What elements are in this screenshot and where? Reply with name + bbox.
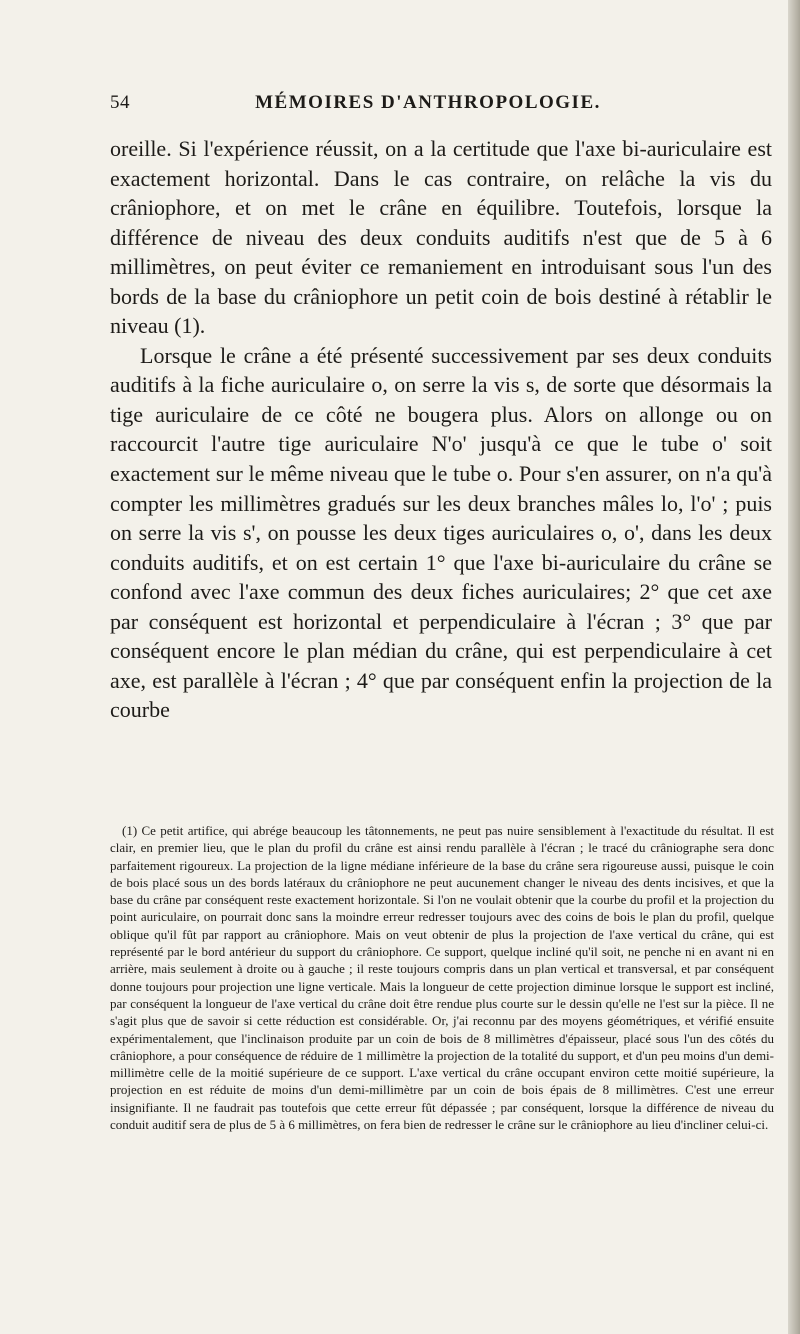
page-header	[110, 92, 760, 116]
body-paragraph-1: oreille. Si l'expérience réussit, on a la certitude que l'axe bi-auriculaire est exactement horizontal. Dans le cas contraire, on relâche la vis du crâniophore, et on met le crâne en équilibre. Toutefois, lorsque la différence de niveau des deux conduits auditifs n'est que de 5 à 6 millimètres, on peut éviter ce remaniement en introduisant sous l'un des bords de la base du crâniophore un petit coin de bois destiné à rétablir le niveau (1).	[110, 136, 772, 339]
footnote-text: (1) Ce petit artifice, qui abrége beaucoup les tâtonnements, ne peut pas nuire sensiblement à l'exactitude du résultat. Il est clair, en premier lieu, que le plan du profil du crâne est ainsi rendu parallèle à l'écran ; le tracé du crâniographe sera donc parfaitement rigoureux. La projection de la ligne médiane inférieure de la base du crâne sera rigoureuse aussi, puisque le coin de bois placé sous un des bords latéraux du crâniophore ne peut aucunement changer le niveau des dents incisives, et que la base du crâne par conséquent reste exactement horizontale. Si l'on ne voulait obtenir que la courbe du profil et la projection du point auriculaire, on pourrait donc sans la moindre erreur redresser toujours avec des coins de bois le plan du profil, quelque oblique qu'il fût par rapport au crâniophore. Mais on veut obtenir de plus la projection de l'axe vertical du crâne, qui est représenté par le bord antérieur du support du crâniophore. Ce support, quelque incliné qu'il soit, ne penche ni en avant ni en arrière, mais seulement à droite ou à gauche ; il reste toujours compris dans un plan vertical et transversal, et par conséquent donne toujours pour projection une ligne verticale. Mais la longueur de cette projection diminue lorsque le support est incliné, par conséquent la longueur de l'axe vertical du crâne doit être rendue plus courte sur le dessin qu'elle ne l'est sur la pièce. Il ne s'agit plus que de savoir si cette réduction est considérable. Or, j'ai reconnu par des moyens géométriques, et vérifié ensuite expérimentalement, que l'inclinaison produite par un coin de bois de 8 millimètres d'épaisseur, placé sous l'un des côtés du crâniophore, a pour conséquence de réduire de 1 millimètre la projection de la totalité du support, et d'un peu moins d'un demi-millimètre celle de la moitié supérieure de ce support. L'axe vertical du crâne occupant environ cette moitié supérieure, la projection en est réduite de moins d'un demi-millimètre par un coin de bois épais de 8 millimètres. C'est une erreur insignifiante. Il ne faudrait pas toutefois que cette erreur fût dépassée ; par conséquent, lorsque la différence de niveau du conduit auditif sera de plus de 5 à 6 millimètres, on fera bien de redresser le crâne sur le crâniophore au lieu d'incliner celui-ci.	[110, 823, 774, 1133]
footnote	[110, 822, 774, 1133]
book-edge	[788, 0, 800, 1334]
page-number: 54	[110, 92, 130, 113]
body-paragraph-2: Lorsque le crâne a été présenté successivement par ses deux conduits auditifs à la fiche auriculaire o, on serre la vis s, de sorte que désormais la tige auriculaire de ce côté ne bougera plus. Alors on allonge ou on raccourcit l'autre tige auriculaire N'o' jusqu'à ce que le tube o' soit exactement sur le même niveau que le tube o. Pour s'en assurer, on n'a qu'à compter les millimètres gradués sur les deux branches mâles lo, l'o' ; puis on serre la vis s', on pousse les deux tiges auriculaires o, o', dans les deux conduits auditifs, et on est certain 1° que l'axe bi-auriculaire du crâne se confond avec l'axe commun des deux fiches auriculaires; 2° que cet axe par conséquent est horizontal et perpendiculaire à l'écran ; 3° que par conséquent encore le plan médian du crâne, qui est perpendiculaire à cet axe, est parallèle à l'écran ; 4° que par conséquent enfin la projection de la courbe	[110, 342, 772, 723]
running-title: MÉMOIRES D'ANTHROPOLOGIE.	[255, 92, 601, 113]
body-text	[110, 134, 772, 725]
